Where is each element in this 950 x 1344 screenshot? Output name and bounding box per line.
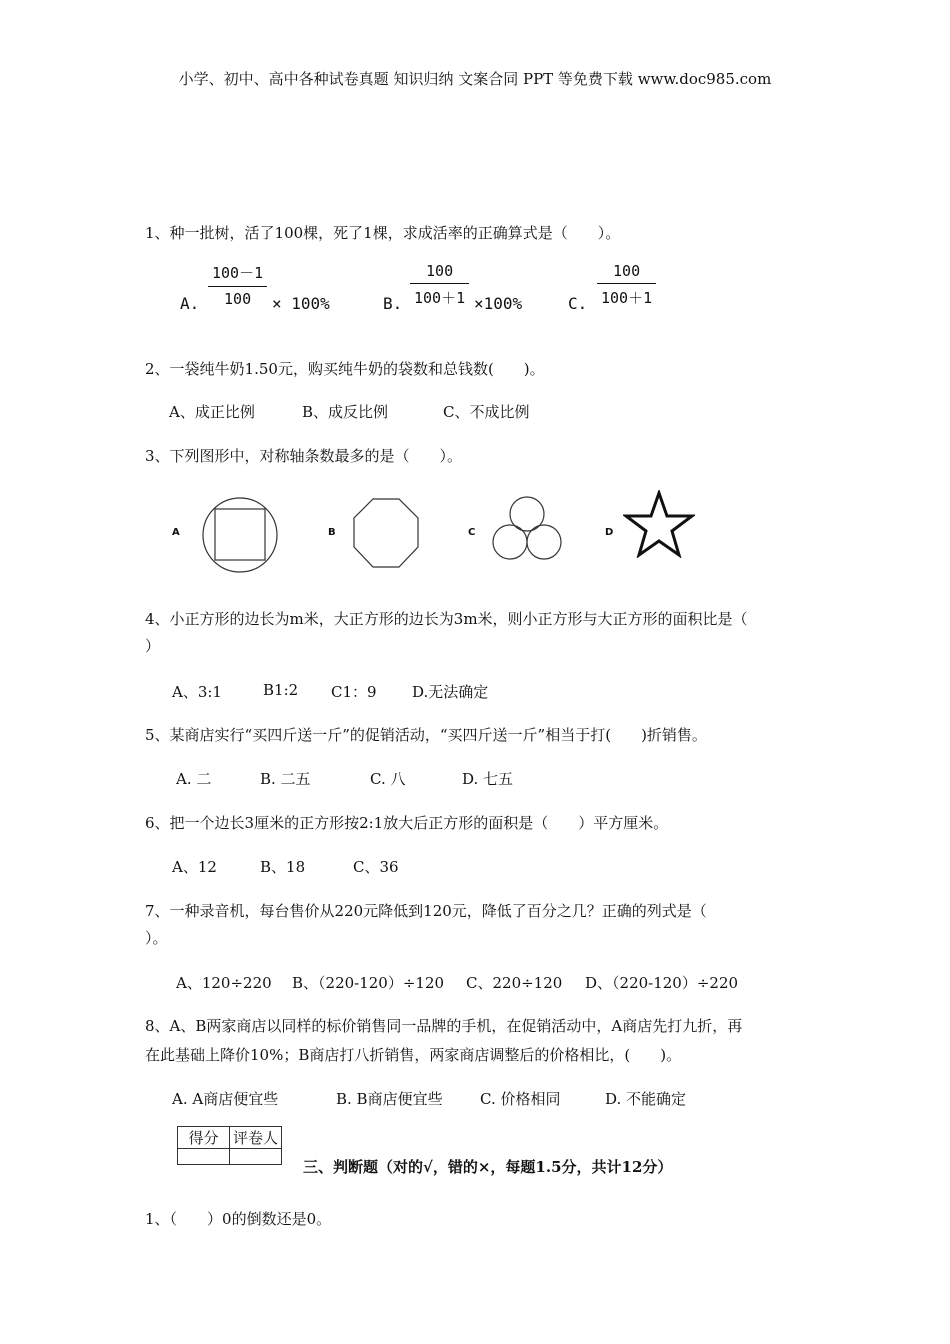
q1-option-b-fraction [410, 262, 469, 308]
question-8-line-1: 8、A、B两家商店以同样的标价销售同一品牌的手机，在促销活动中，A商店先打九折，再 [145, 1017, 743, 1035]
q7-option-a: A、120÷220 [176, 974, 272, 992]
section-3-question-1: 1、（ ）0的倒数还是0。 [145, 1210, 332, 1228]
q1-option-b-denominator: 100＋1 [410, 283, 469, 308]
section-3-title: 三、判断题（对的√，错的×，每题1.5分，共计12分） [303, 1158, 673, 1176]
q5-option-d: D. 七五 [462, 770, 514, 788]
q1-option-a-label: A. [180, 294, 200, 313]
q1-option-a-denominator: 100 [208, 286, 267, 308]
q8-option-b: B. B商店便宜些 [336, 1090, 443, 1108]
score-table-header-grader: 评卷人 [230, 1127, 282, 1149]
question-7-line-2: ）。 [145, 929, 168, 947]
q5-option-b: B. 二五 [260, 770, 311, 788]
question-2: 2、一袋纯牛奶1.50元，购买纯牛奶的袋数和总钱数( )。 [145, 360, 545, 378]
question-3: 3、下列图形中，对称轴条数最多的是（ ）。 [145, 447, 463, 465]
question-1: 1、种一批树，活了100棵，死了1棵，求成活率的正确算式是（ ）。 [145, 224, 621, 242]
q2-option-c: C、不成比例 [443, 403, 530, 421]
page-header: 小学、初中、高中各种试卷真题 知识归纳 文案合同 PPT 等免费下载 www.doc985.com [178, 70, 772, 88]
question-5: 5、某商店实行“买四斤送一斤”的促销活动，“买四斤送一斤”相当于打( )折销售。 [145, 726, 707, 744]
q5-option-c: C. 八 [370, 770, 406, 788]
q8-option-a: A. A商店便宜些 [172, 1090, 279, 1108]
star-icon [623, 490, 695, 558]
q1-option-a-tail: × 100% [272, 294, 330, 313]
q8-option-c: C. 价格相同 [480, 1090, 561, 1108]
score-table-header-score: 得分 [178, 1127, 230, 1149]
question-7-line-1: 7、一种录音机，每台售价从220元降低到120元，降低了百分之几？正确的列式是（ [145, 902, 707, 920]
q3-label-d: D [605, 527, 614, 538]
q1-option-c-denominator: 100＋1 [597, 283, 656, 308]
q1-option-c-fraction [597, 262, 656, 308]
q4-option-a: A、3:1 [172, 683, 222, 701]
score-table-cell-score [178, 1149, 230, 1165]
circle-with-inscribed-square-icon [200, 495, 280, 575]
q3-label-c: C [468, 527, 476, 538]
q3-label-a: A [172, 527, 180, 538]
q7-option-b: B、（220-120）÷120 [292, 974, 445, 992]
score-table-cell-grader [230, 1149, 282, 1165]
q7-option-d: D、（220-120）÷220 [585, 974, 739, 992]
q1-option-a-numerator: 100－1 [212, 264, 264, 282]
q6-option-c: C、36 [353, 858, 399, 876]
q5-option-a: A. 二 [176, 770, 212, 788]
question-4-line-2: ） [145, 637, 161, 655]
question-4-line-1: 4、小正方形的边长为m米，大正方形的边长为3m米，则小正方形与大正方形的面积比是（ [145, 610, 748, 628]
question-8-line-2: 在此基础上降价10%；B商店打八折销售，两家商店调整后的价格相比，( )。 [145, 1046, 682, 1064]
q7-option-c: C、220÷120 [466, 974, 563, 992]
q1-option-c-label: C. [568, 294, 588, 313]
q1-option-b-tail: ×100% [474, 294, 523, 313]
score-table [177, 1126, 282, 1165]
q1-option-b-label: B. [383, 294, 403, 313]
q6-option-b: B、18 [260, 858, 306, 876]
three-circles-icon [490, 495, 564, 561]
q1-option-a-fraction [208, 262, 267, 308]
octagon-icon [352, 497, 420, 569]
q2-option-b: B、成反比例 [302, 403, 389, 421]
q8-option-d: D. 不能确定 [605, 1090, 687, 1108]
q4-option-d: D.无法确定 [412, 683, 489, 701]
q3-label-b: B [328, 527, 336, 538]
q1-option-c-numerator: 100 [613, 262, 641, 280]
q4-option-c: C1：9 [331, 683, 377, 701]
q6-option-a: A、12 [172, 858, 217, 876]
q4-option-b: B1:2 [263, 681, 299, 699]
q1-option-b-numerator: 100 [426, 262, 454, 280]
question-6: 6、把一个边长3厘米的正方形按2:1放大后正方形的面积是（ ）平方厘米。 [145, 814, 669, 832]
q2-option-a: A、成正比例 [169, 403, 255, 421]
